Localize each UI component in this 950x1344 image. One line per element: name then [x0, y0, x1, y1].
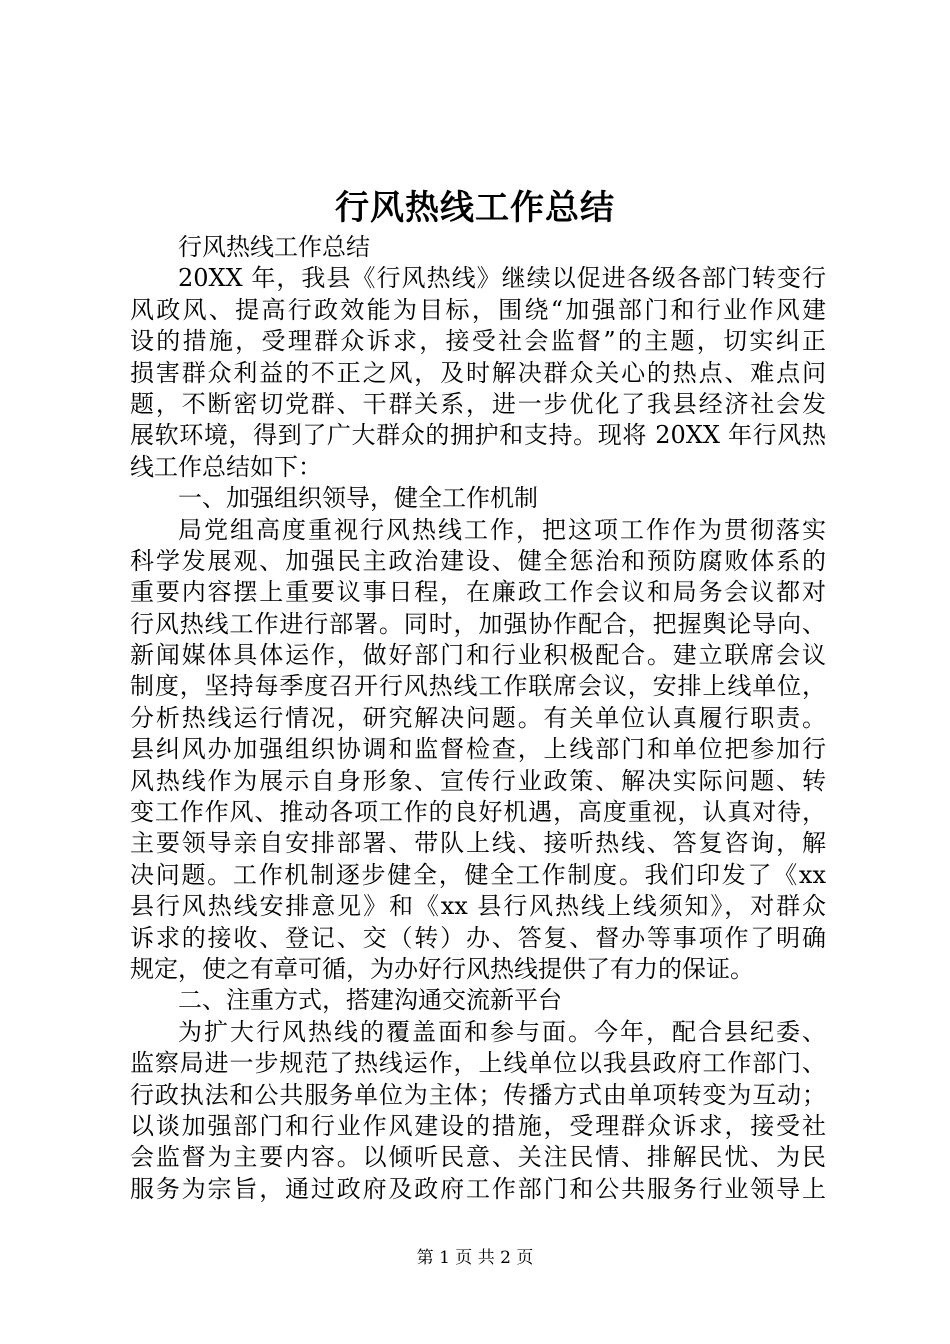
text-line: 变工作作风、推动各项工作的良好机遇，高度重视，认真对待， — [130, 798, 826, 827]
text-line: 局党组高度重视行风热线工作，把这项工作作为贯彻落实 — [178, 515, 826, 544]
text-line: 科学发展观、加强民主政治建设、健全惩治和预防腐败体系的 — [130, 546, 826, 575]
page-footer: 第 1 页 共 2 页 — [416, 1248, 534, 1268]
text-line: 行风热线工作总结 — [178, 233, 370, 261]
text-line: 县行风热线安排意见》和《xx 县行风热线上线须知》，对群众 — [130, 892, 826, 921]
text-line: 主要领导亲自安排部署、带队上线、接听热线、答复咨询，解 — [130, 829, 826, 858]
document-title: 行风热线工作总结 — [335, 188, 615, 228]
text-line: 决问题。工作机制逐步健全，健全工作制度。我们印发了《xx — [130, 860, 826, 889]
text-line: 损害群众利益的不正之风，及时解决群众关心的热点、难点问 — [130, 358, 826, 387]
text-line: 一、加强组织领导，健全工作机制 — [178, 484, 538, 513]
text-line: 诉求的接收、登记、交（转）办、答复、督办等事项作了明确 — [130, 923, 826, 952]
text-line: 服务为宗旨，通过政府及政府工作部门和公共服务行业领导上 — [130, 1174, 826, 1203]
text-line: 监察局进一步规范了热线运作，上线单位以我县政府工作部门、 — [130, 1049, 826, 1078]
text-line: 二、注重方式，搭建沟通交流新平台 — [178, 986, 562, 1015]
text-line: 20XX 年，我县《行风热线》继续以促进各级各部门转变行 — [178, 264, 826, 293]
document-body — [130, 232, 826, 1205]
text-line: 制度，坚持每季度召开行风热线工作联席会议，安排上线单位， — [130, 672, 826, 701]
text-line: 题，不断密切党群、干群关系，进一步优化了我县经济社会发 — [130, 389, 826, 418]
text-line: 行政执法和公共服务单位为主体；传播方式由单项转变为互动； — [130, 1080, 826, 1109]
text-line: 为扩大行风热线的覆盖面和参与面。今年，配合县纪委、 — [178, 1017, 826, 1046]
text-line: 规定，使之有章可循，为办好行风热线提供了有力的保证。 — [130, 954, 754, 983]
text-line: 会监督为主要内容。以倾听民意、关注民情、排解民忧、为民 — [130, 1143, 826, 1172]
text-line: 风政风、提高行政效能为目标，围绕“加强部门和行业作风建 — [130, 295, 826, 324]
text-line: 以谈加强部门和行业作风建设的措施，受理群众诉求，接受社 — [130, 1111, 826, 1140]
text-line: 线工作总结如下： — [130, 452, 322, 481]
text-line: 新闻媒体具体运作，做好部门和行业积极配合。建立联席会议 — [130, 641, 826, 670]
text-line: 县纠风办加强组织协调和监督检查，上线部门和单位把参加行 — [130, 735, 826, 764]
text-line: 行风热线工作进行部署。同时，加强协作配合，把握舆论导向、 — [130, 609, 826, 638]
text-line: 重要内容摆上重要议事日程，在廉政工作会议和局务会议都对 — [130, 578, 826, 607]
text-line: 分析热线运行情况，研究解决问题。有关单位认真履行职责。 — [130, 703, 826, 732]
text-line: 展软环境，得到了广大群众的拥护和支持。现将 20XX 年行风热 — [130, 421, 826, 450]
text-line: 设的措施，受理群众诉求，接受社会监督”的主题，切实纠正 — [130, 327, 826, 356]
text-line: 风热线作为展示自身形象、宣传行业政策、解决实际问题、转 — [130, 766, 826, 795]
